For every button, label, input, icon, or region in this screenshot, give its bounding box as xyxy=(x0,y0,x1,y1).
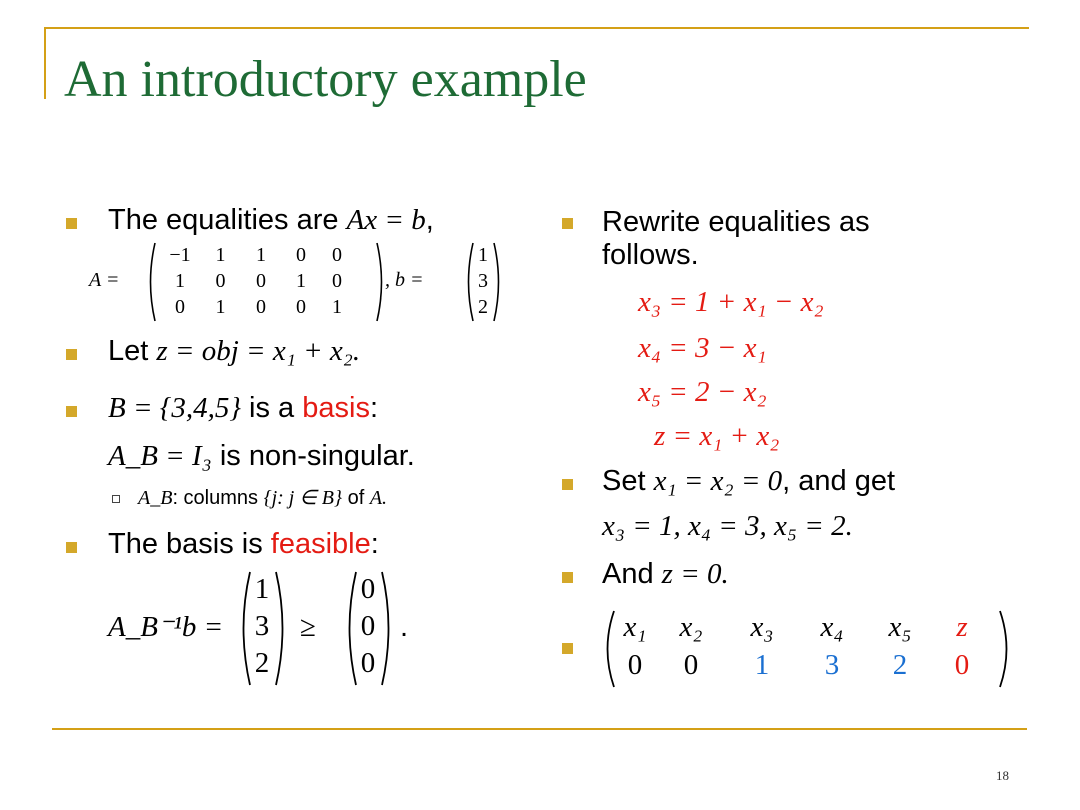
vec1-vector xyxy=(250,571,274,682)
A-matrix-cell: 1 xyxy=(256,244,266,266)
equalities-text: The equalities are xyxy=(108,204,339,236)
let-text: Let xyxy=(108,335,149,367)
table-header-cell: x₃ xyxy=(750,611,774,643)
b-label: , b = xyxy=(385,269,424,291)
set-line xyxy=(602,467,895,496)
A-matrix-cell: 0 xyxy=(215,270,226,292)
vec2-cell: 0 xyxy=(360,573,376,605)
bullet-marker xyxy=(66,406,77,417)
A-matrix-cell: 0 xyxy=(256,270,266,292)
footer-line xyxy=(52,728,1027,730)
inverse-period: . xyxy=(400,611,409,643)
AB-text: is non-singular. xyxy=(219,440,415,472)
bullet-marker xyxy=(562,643,573,654)
equation-x3: x₃ = 1 + x₁ − x₂ xyxy=(638,286,824,318)
A-matrix-cell: −1 xyxy=(169,244,191,266)
columns-math-2: {j: j ∈ B} xyxy=(263,487,343,509)
table-value-cell: 2 xyxy=(892,649,908,681)
b-right-paren xyxy=(492,242,504,322)
table-header-cell: x₂ xyxy=(679,611,703,643)
page-number: 18 xyxy=(996,768,1009,783)
A-matrix-cell: 0 xyxy=(296,244,306,266)
table-right-paren xyxy=(998,610,1014,688)
let-math: z = obj = x₁ + x₂. xyxy=(156,335,361,367)
vec1-cell: 1 xyxy=(254,573,270,605)
equalities-math: Ax = b xyxy=(346,204,426,236)
feasible-text: The basis is xyxy=(108,528,263,560)
A-matrix-cell: 0 xyxy=(332,270,342,292)
A-matrix-cell: 1 xyxy=(215,244,226,266)
rewrite-line: Rewrite equalities as follows. xyxy=(602,206,870,272)
feasible-word: feasible xyxy=(270,528,371,560)
A-matrix-cell: 0 xyxy=(332,244,342,266)
and-line xyxy=(602,560,729,589)
table-value-cell: 0 xyxy=(683,649,699,681)
vec1-cell: 3 xyxy=(254,610,270,642)
set-text-2: , and get xyxy=(782,465,896,497)
bullet-marker xyxy=(562,479,573,490)
columns-math-1: A_B xyxy=(138,487,173,509)
let-line xyxy=(108,337,360,366)
table-header-cell: x₅ xyxy=(888,611,912,643)
basis-colon: : xyxy=(369,392,379,424)
columns-math-3: A. xyxy=(369,487,388,509)
vec2-right-paren xyxy=(380,571,396,686)
solution-table xyxy=(614,608,990,684)
b-vector-cell: 3 xyxy=(478,270,488,292)
slide-title: An introductory example xyxy=(64,51,587,108)
feasible-colon: : xyxy=(370,528,379,560)
frame-vertical-line xyxy=(44,27,46,99)
frame-top-line xyxy=(44,27,1029,29)
vec1-right-paren xyxy=(274,571,290,686)
vec2-cell: 0 xyxy=(360,610,376,642)
b-vector-cell: 2 xyxy=(478,296,488,318)
A-matrix-cell: 0 xyxy=(175,296,185,318)
basis-math: B = {3,4,5} xyxy=(108,392,241,424)
basis-word: basis xyxy=(302,392,370,424)
vec2-vector xyxy=(356,571,380,682)
table-header-cell: x₁ xyxy=(623,611,647,643)
A-left-paren xyxy=(145,242,157,322)
A-matrix xyxy=(160,242,353,320)
columns-text-2: of xyxy=(347,487,365,509)
feasible-line xyxy=(108,530,379,559)
vec2-cell: 0 xyxy=(360,647,376,679)
table-value-cell: 0 xyxy=(954,649,970,681)
bullet-marker xyxy=(562,218,573,229)
sub-bullet-marker xyxy=(112,495,120,503)
b-vector xyxy=(474,242,492,320)
bullet-marker xyxy=(66,218,77,229)
set-text-1: Set xyxy=(602,465,646,497)
and-math: z = 0. xyxy=(661,558,729,590)
equation-x4: x₄ = 3 − x₁ xyxy=(638,332,767,364)
table-value-cell: 1 xyxy=(754,649,770,681)
nonsingular-line xyxy=(108,442,415,471)
columns-text-1: : columns xyxy=(172,487,259,509)
table-value-cell: 0 xyxy=(627,649,643,681)
columns-line xyxy=(138,488,387,508)
equation-x5: x₅ = 2 − x₂ xyxy=(638,376,767,408)
A-matrix-cell: 1 xyxy=(296,270,306,292)
basis-is-text: is a xyxy=(249,392,295,424)
AB-math: A_B = I₃ xyxy=(108,440,212,472)
equalities-comma: , xyxy=(425,204,434,236)
bullet-marker xyxy=(66,542,77,553)
A-label: A = xyxy=(89,269,120,291)
inverse-label: A_B⁻¹b = xyxy=(108,611,224,643)
set-math-2: x₃ = 1, x₄ = 3, x₅ = 2. xyxy=(602,510,853,542)
bullet-marker xyxy=(66,349,77,360)
basis-line xyxy=(108,394,378,423)
A-matrix-cell: 1 xyxy=(215,296,226,318)
table-header-cell: z xyxy=(956,611,968,643)
table-header-cell: x₄ xyxy=(820,611,844,643)
vec1-cell: 2 xyxy=(254,647,270,679)
bullet-marker xyxy=(562,572,573,583)
table-value-cell: 3 xyxy=(824,649,840,681)
A-matrix-cell: 0 xyxy=(296,296,306,318)
geq-sign: ≥ xyxy=(300,611,316,643)
equation-z: z = x₁ + x₂ xyxy=(654,420,780,452)
equalities-line xyxy=(108,206,434,235)
set-math-1: x₁ = x₂ = 0 xyxy=(653,465,783,497)
A-matrix-cell: 1 xyxy=(332,296,342,318)
b-vector-cell: 1 xyxy=(478,244,488,266)
A-matrix-cell: 1 xyxy=(175,270,185,292)
and-text: And xyxy=(602,558,654,590)
A-matrix-cell: 0 xyxy=(256,296,266,318)
